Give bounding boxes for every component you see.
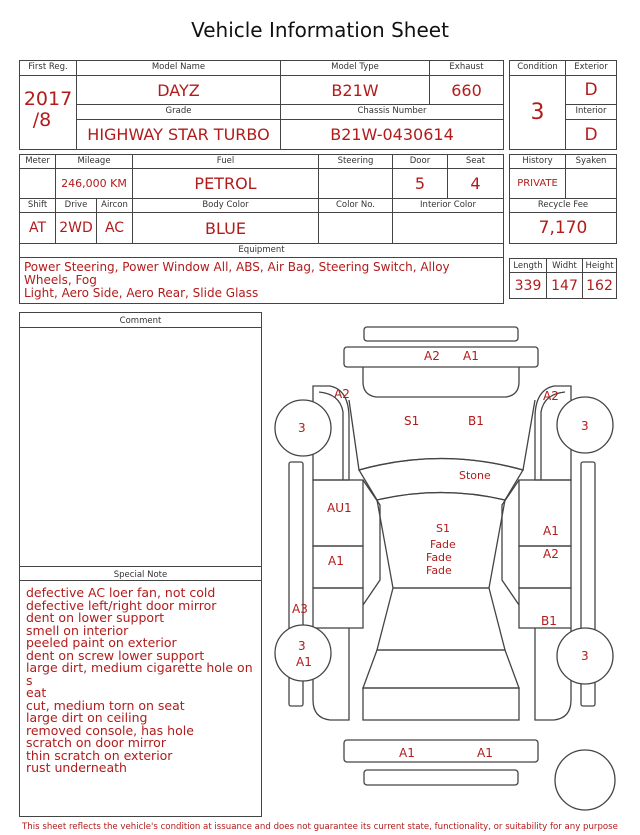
mark-fade-1: Fade <box>430 538 456 551</box>
model-name-label: Model Name <box>151 62 206 72</box>
mark-wheel-rl-a1: A1 <box>296 655 312 669</box>
mark-roof-s1: S1 <box>404 414 420 428</box>
chassis-label: Chassis Number <box>357 106 427 116</box>
mark-front-a2: A2 <box>424 349 440 363</box>
mark-rear-a1-left: A1 <box>399 746 415 760</box>
special-note-item: dent on screw lower support <box>26 647 205 663</box>
aircon-label: Aircon <box>101 200 128 210</box>
special-note-item: rust underneath <box>26 760 127 775</box>
steering-label: Steering <box>337 156 374 166</box>
mark-fade-2: Fade <box>426 551 452 564</box>
syaken-label: Syaken <box>575 156 607 166</box>
mark-fr-a2: A2 <box>543 389 559 403</box>
model-type-value: B21W <box>331 80 379 100</box>
disclaimer-footer: This sheet reflects the vehicle's condition at issuance and does not guarantee its current state, functionality, or suitability for any purpose <box>22 822 618 832</box>
special-note-item: cut, medium torn on seat <box>26 697 185 713</box>
door-value: 5 <box>414 174 426 193</box>
first-reg-label: First Reg. <box>28 62 68 72</box>
recycle-fee-label: Recycle Fee <box>537 200 589 210</box>
width-label: Widht <box>552 261 577 271</box>
mark-wheel-fr: 3 <box>581 419 589 433</box>
height-value: 162 <box>586 277 613 294</box>
model-name-value: DAYZ <box>157 80 200 100</box>
aircon-value: AC <box>104 220 125 236</box>
body-color-value: BLUE <box>205 218 246 238</box>
special-note-item: eat <box>26 685 47 700</box>
mark-left-au1: AU1 <box>327 501 352 515</box>
shift-value: AT <box>28 220 47 236</box>
special-note-item: scratch on door mirror <box>26 735 166 750</box>
exhaust-label: Exhaust <box>449 62 484 72</box>
equipment-line-2: Light, Aero Side, Aero Rear, Slide Glass <box>24 286 259 300</box>
drive-value: 2WD <box>59 220 93 236</box>
condition-value: 3 <box>530 100 545 125</box>
mark-right-a1: A1 <box>543 524 559 538</box>
first-reg-year: 2017 <box>23 88 73 110</box>
condition-label: Condition <box>517 62 558 72</box>
seat-label: Seat <box>465 156 486 166</box>
mark-stone: Stone <box>459 469 491 482</box>
mark-left-a3: A3 <box>292 602 308 616</box>
comment-label: Comment <box>119 316 162 326</box>
model-type-label: Model Type <box>331 62 379 72</box>
mark-wheel-rr: 3 <box>581 649 589 663</box>
special-note-item: smell on interior <box>26 622 129 638</box>
drive-label: Drive <box>64 200 88 210</box>
interior-value: D <box>584 124 598 145</box>
mark-rear-a1-right: A1 <box>477 746 493 760</box>
special-note-item: large dirt, medium cigarette hole on s <box>26 660 253 688</box>
first-reg-month: /8 <box>32 109 52 131</box>
mark-wheel-fl: 3 <box>298 421 306 435</box>
width-value: 147 <box>551 277 578 294</box>
length-value: 339 <box>514 277 542 294</box>
special-note-item: removed console, has hole <box>26 722 194 738</box>
fuel-value: PETROL <box>194 174 257 193</box>
mileage-label: Mileage <box>77 156 111 166</box>
grade-label: Grade <box>165 106 192 116</box>
shift-label: Shift <box>27 200 48 210</box>
mark-wheel-rl: 3 <box>298 639 306 653</box>
mark-roof-b1: B1 <box>468 414 484 428</box>
interior-color-label: Interior Color <box>420 200 476 210</box>
equipment-line-1: Power Steering, Power Window All, ABS, Air Bag, Steering Switch, Alloy Wheels, Fog <box>24 260 450 287</box>
exterior-value: D <box>584 80 598 100</box>
exhaust-value: 660 <box>451 80 482 100</box>
special-note-item: defective left/right door mirror <box>26 597 217 613</box>
recycle-fee-value: 7,170 <box>538 218 588 238</box>
body-color-label: Body Color <box>202 200 249 210</box>
meter-label: Meter <box>25 156 50 166</box>
color-no-label: Color No. <box>335 200 375 210</box>
special-note-label: Special Note <box>113 570 168 580</box>
grade-value: HIGHWAY STAR TURBO <box>87 125 270 144</box>
equipment-label: Equipment <box>238 245 285 255</box>
special-note-item: large dirt on ceiling <box>26 710 148 725</box>
history-value: PRIVATE <box>517 178 558 189</box>
mark-front-a1: A1 <box>463 349 479 363</box>
special-note-item: dent on lower support <box>26 610 165 625</box>
mark-fl-a2: A2 <box>334 387 350 401</box>
seat-value: 4 <box>470 174 481 193</box>
mark-right-b1: B1 <box>541 614 557 628</box>
history-label: History <box>522 156 553 166</box>
mark-fade-3: Fade <box>426 564 452 577</box>
mileage-value: 246,000 KM <box>61 177 127 190</box>
fuel-label: Fuel <box>216 156 235 166</box>
special-note-item: thin scratch on exterior <box>26 747 173 763</box>
special-note-item: peeled paint on exterior <box>26 635 177 650</box>
exterior-label: Exterior <box>574 62 608 72</box>
door-label: Door <box>409 156 431 166</box>
height-label: Height <box>585 261 614 271</box>
mark-left-a1: A1 <box>328 554 344 568</box>
interior-label: Interior <box>575 106 607 116</box>
mark-center-s1: S1 <box>436 522 450 535</box>
sheet-title: Vehicle Information Sheet <box>191 18 449 42</box>
length-label: Length <box>513 261 543 271</box>
special-note-item: defective AC loer fan, not cold <box>26 585 216 600</box>
mark-right-a2: A2 <box>543 547 559 561</box>
chassis-value: B21W-0430614 <box>330 125 454 144</box>
